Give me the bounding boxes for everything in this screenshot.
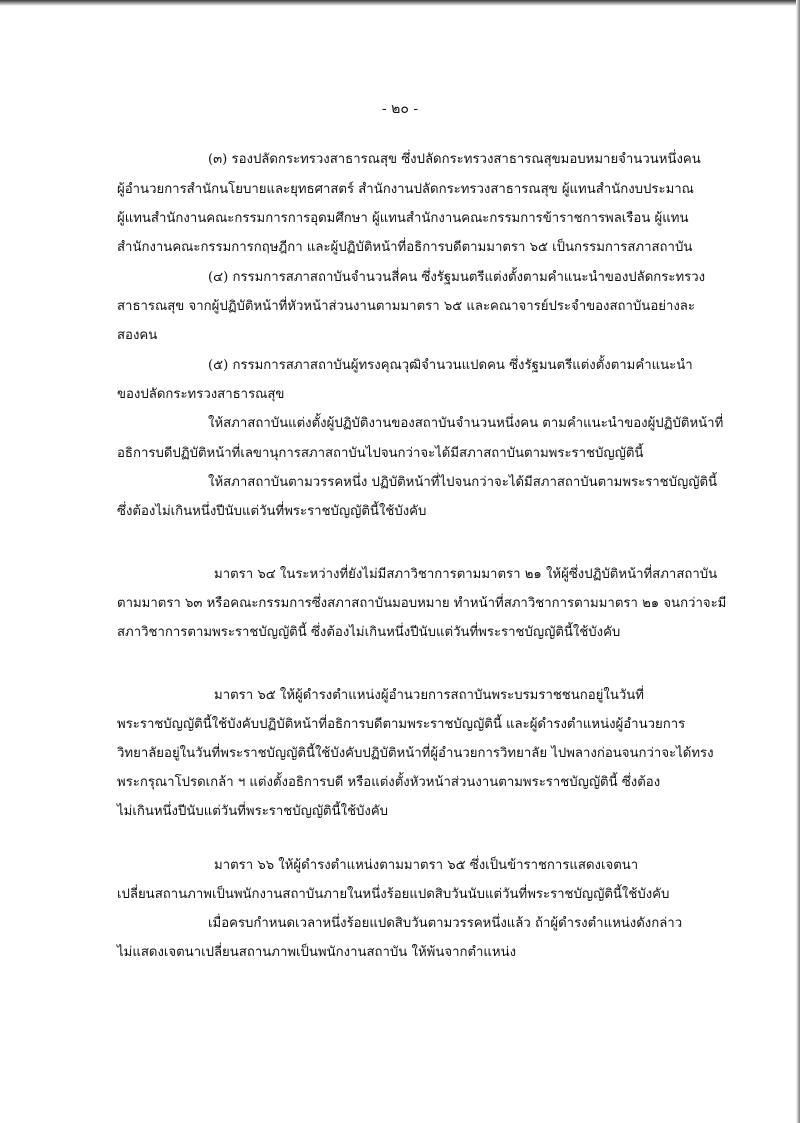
page-number: - ๒๐ -	[381, 101, 419, 117]
section-64-heading: มาตรา ๖๔ ในระหว่างที่ยังไม่มีสภาวิชาการตามมาตรา ๒๑ ให้ผู้ซึ่งปฏิบัติหน้าที่สภาสถาบัน	[214, 567, 718, 582]
text-line: วิทยาลัยอยู่ในวันที่พระราชบัญญัตินี้ใช้บังคับปฏิบัติหน้าที่ผู้อำนวยการวิทยาลัย ไปพลางก่อนจนกว่าจะได้ทรง	[117, 746, 714, 761]
text-line: ผู้แทนสำนักงานคณะกรรมการการอุดมศึกษา ผู้แทนสำนักงานคณะกรรมการข้าราชการพลเรือน ผู้แทน	[117, 211, 689, 226]
text-line: (๔) กรรมการสภาสถาบันจำนวนสี่คน ซึ่งรัฐมนตรีแต่งตั้งตามคำแนะนำของปลัดกระทรวง	[208, 270, 706, 285]
section-66-heading: มาตรา ๖๖ ให้ผู้ดำรงตำแหน่งตามมาตรา ๖๕ ซึ่งเป็นข้าราชการแสดงเจตนา	[214, 858, 639, 873]
text-line: เปลี่ยนสถานภาพเป็นพนักงานสถาบันภายในหนึ่งร้อยแปดสิบวันนับแต่วันที่พระราชบัญญัตินี้ใช้บังคับ	[117, 887, 670, 902]
text-line: สองคน	[117, 328, 158, 343]
text-line: สาธารณสุข จากผู้ปฏิบัติหน้าที่หัวหน้าส่วนงานตามมาตรา ๖๕ และคณาจารย์ประจำของสถาบันอย่างละ	[117, 299, 695, 314]
text-line: (๓) รองปลัดกระทรวงสาธารณสุข ซึ่งปลัดกระทรวงสาธารณสุขมอบหมายจำนวนหนึ่งคน	[208, 152, 701, 167]
scan-shadow-top	[0, 0, 800, 6]
text-line: ให้สภาสถาบันตามวรรคหนึ่ง ปฏิบัติหน้าที่ไปจนกว่าจะได้มีสภาสถาบันตามพระราชบัญญัตินี้	[208, 475, 718, 490]
section-65-heading: มาตรา ๖๕ ให้ผู้ดำรงตำแหน่งผู้อำนวยการสถาบันพระบรมราชชนกอยู่ในวันที่	[214, 688, 644, 703]
scan-shadow-right	[796, 0, 800, 1123]
text-line: ไม่เกินหนึ่งปีนับแต่วันที่พระราชบัญญัตินี้ใช้บังคับ	[117, 804, 389, 819]
text-line: ให้สภาสถาบันแต่งตั้งผู้ปฏิบัติงานของสถาบันจำนวนหนึ่งคน ตามคำแนะนำของผู้ปฏิบัติหน้าที่	[208, 416, 724, 431]
text-line: (๕) กรรมการสภาสถาบันผู้ทรงคุณวุฒิจำนวนแปดคน ซึ่งรัฐมนตรีแต่งตั้งตามคำแนะนำ	[208, 358, 693, 373]
text-line: เมื่อครบกำหนดเวลาหนึ่งร้อยแปดสิบวันตามวรรคหนึ่งแล้ว ถ้าผู้ดำรงตำแหน่งดังกล่าว	[208, 916, 683, 931]
text-line: สภาวิชาการตามพระราชบัญญัตินี้ ซึ่งต้องไม่เกินหนึ่งปีนับแต่วันที่พระราชบัญญัตินี้ใช้บังคับ	[117, 625, 621, 640]
text-line: อธิการบดีปฏิบัติหน้าที่เลขานุการสภาสถาบันไปจนกว่าจะได้มีสภาสถาบันตามพระราชบัญญัตินี้	[117, 446, 644, 461]
text-line: ไม่แสดงเจตนาเปลี่ยนสถานภาพเป็นพนักงานสถาบัน ให้พ้นจากตำแหน่ง	[117, 945, 517, 960]
text-line: พระราชบัญญัตินี้ใช้บังคับปฏิบัติหน้าที่อธิการบดีตามพระราชบัญญัตินี้ และผู้ดำรงตำแหน่งผู้อำนวยการ	[117, 717, 686, 732]
text-line: สำนักงานคณะกรรมการกฤษฎีกา และผู้ปฏิบัติหน้าที่อธิการบดีตามมาตรา ๖๕ เป็นกรรมการสภาสถาบัน	[117, 240, 693, 255]
text-line: ผู้อำนวยการสำนักนโยบายและยุทธศาสตร์ สำนักงานปลัดกระทรวงสาธารณสุข ผู้แทนสำนักงบประมาณ	[117, 182, 694, 197]
text-line: ของปลัดกระทรวงสาธารณสุข	[117, 387, 285, 402]
text-line: ตามมาตรา ๖๓ หรือคณะกรรมการซึ่งสภาสถาบันมอบหมาย ทำหน้าที่สภาวิชาการตามมาตรา ๒๑ จนกว่าจะมี	[117, 596, 727, 611]
text-line: ซึ่งต้องไม่เกินหนึ่งปีนับแต่วันที่พระราชบัญญัตินี้ใช้บังคับ	[117, 504, 427, 519]
text-line: พระกรุณาโปรดเกล้า ฯ แต่งตั้งอธิการบดี หรือแต่งตั้งหัวหน้าส่วนงานตามพระราชบัญญัตินี้ ซึ่งต้อง	[117, 775, 661, 790]
